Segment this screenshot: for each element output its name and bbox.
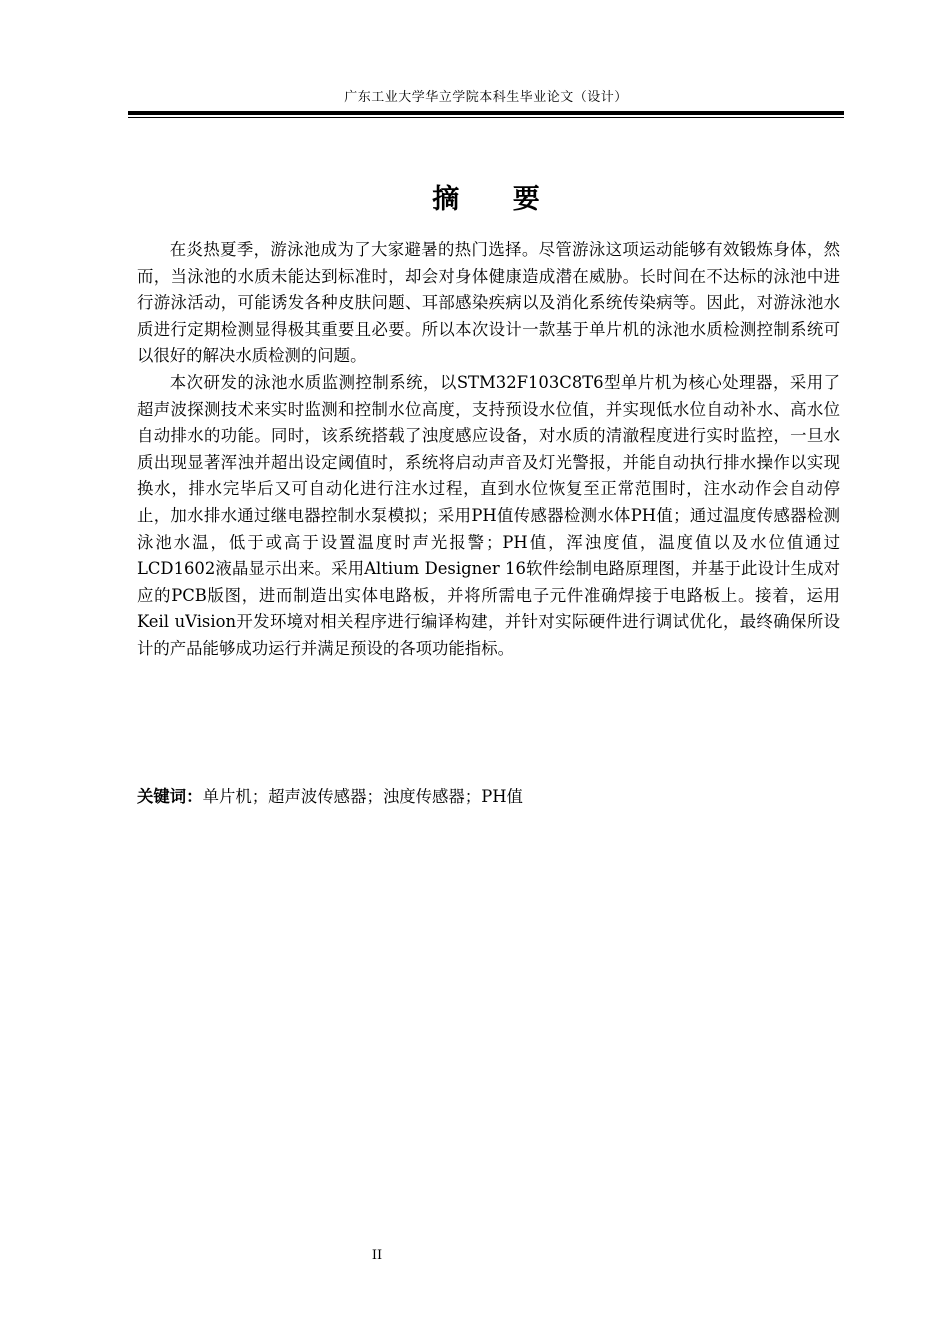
abstract-title: 摘 要: [432, 184, 562, 215]
keywords-list: 单片机；超声波传感器；浊度传感器；PH值: [202, 787, 523, 806]
abstract-paragraph: 本次研发的泳池水质监测控制系统，以STM32F103C8T6型单片机为核心处理器，采用了超声波探测技术来实时监测和控制水位高度，支持预设水位值，并实现低水位自动补水、高水位自动排水的功能。同时，该系统搭载了浊度感应设备，对水质的清澈程度进行实时监控，一旦水质出现显著浑浊并超出设定阈值时，系统将启动声音及灯光警报，并能自动执行排水操作以实现换水，排水完毕后又可自动化进行注水过程，直到水位恢复至正常范围时，注水动作会自动停止，加水排水通过继电器控制水泵模拟；采用PH值传感器检测水体PH值；通过温度传感器检测泳池水温，低于或高于设置温度时声光报警；PH值，浑浊度值，温度值以及水位值通过LCD1602液晶显示出来。采用Altium Designer 16软件绘制电路原理图，并基于此设计生成对应的PCB版图，进而制造出实体电路板，并将所需电子元件准确焊接于电路板上。接着，运用Keil uVision开发环境对相关程序进行编译构建，并针对实际硬件进行调试优化，最终确保所设计的产品能够成功运行并满足预设的各项功能指标。: [137, 372, 840, 658]
abstract-body: [137, 237, 840, 663]
keywords-label: 关键词：: [137, 787, 203, 806]
header-rule-thin: [128, 117, 844, 118]
abstract-paragraph: 在炎热夏季，游泳池成为了大家避暑的热门选择。尽管游泳这项运动能够有效锻炼身体，然而，当泳池的水质未能达到标准时，却会对身体健康造成潜在威胁。长时间在不达标的泳池中进行游泳活动，可能诱发各种皮肤问题、耳部感染疾病以及消化系统传染病等。因此，对游泳池水质进行定期检测显得极其重要且必要。所以本次设计一款基于单片机的泳池水质检测控制系统可以很好的解决水质检测的问题。: [137, 240, 840, 366]
keywords-line: [137, 784, 840, 810]
header-rule-thick: [128, 111, 844, 115]
running-header: 广东工业大学华立学院本科生毕业论文（设计）: [344, 90, 628, 105]
page-number: II: [371, 1248, 383, 1263]
